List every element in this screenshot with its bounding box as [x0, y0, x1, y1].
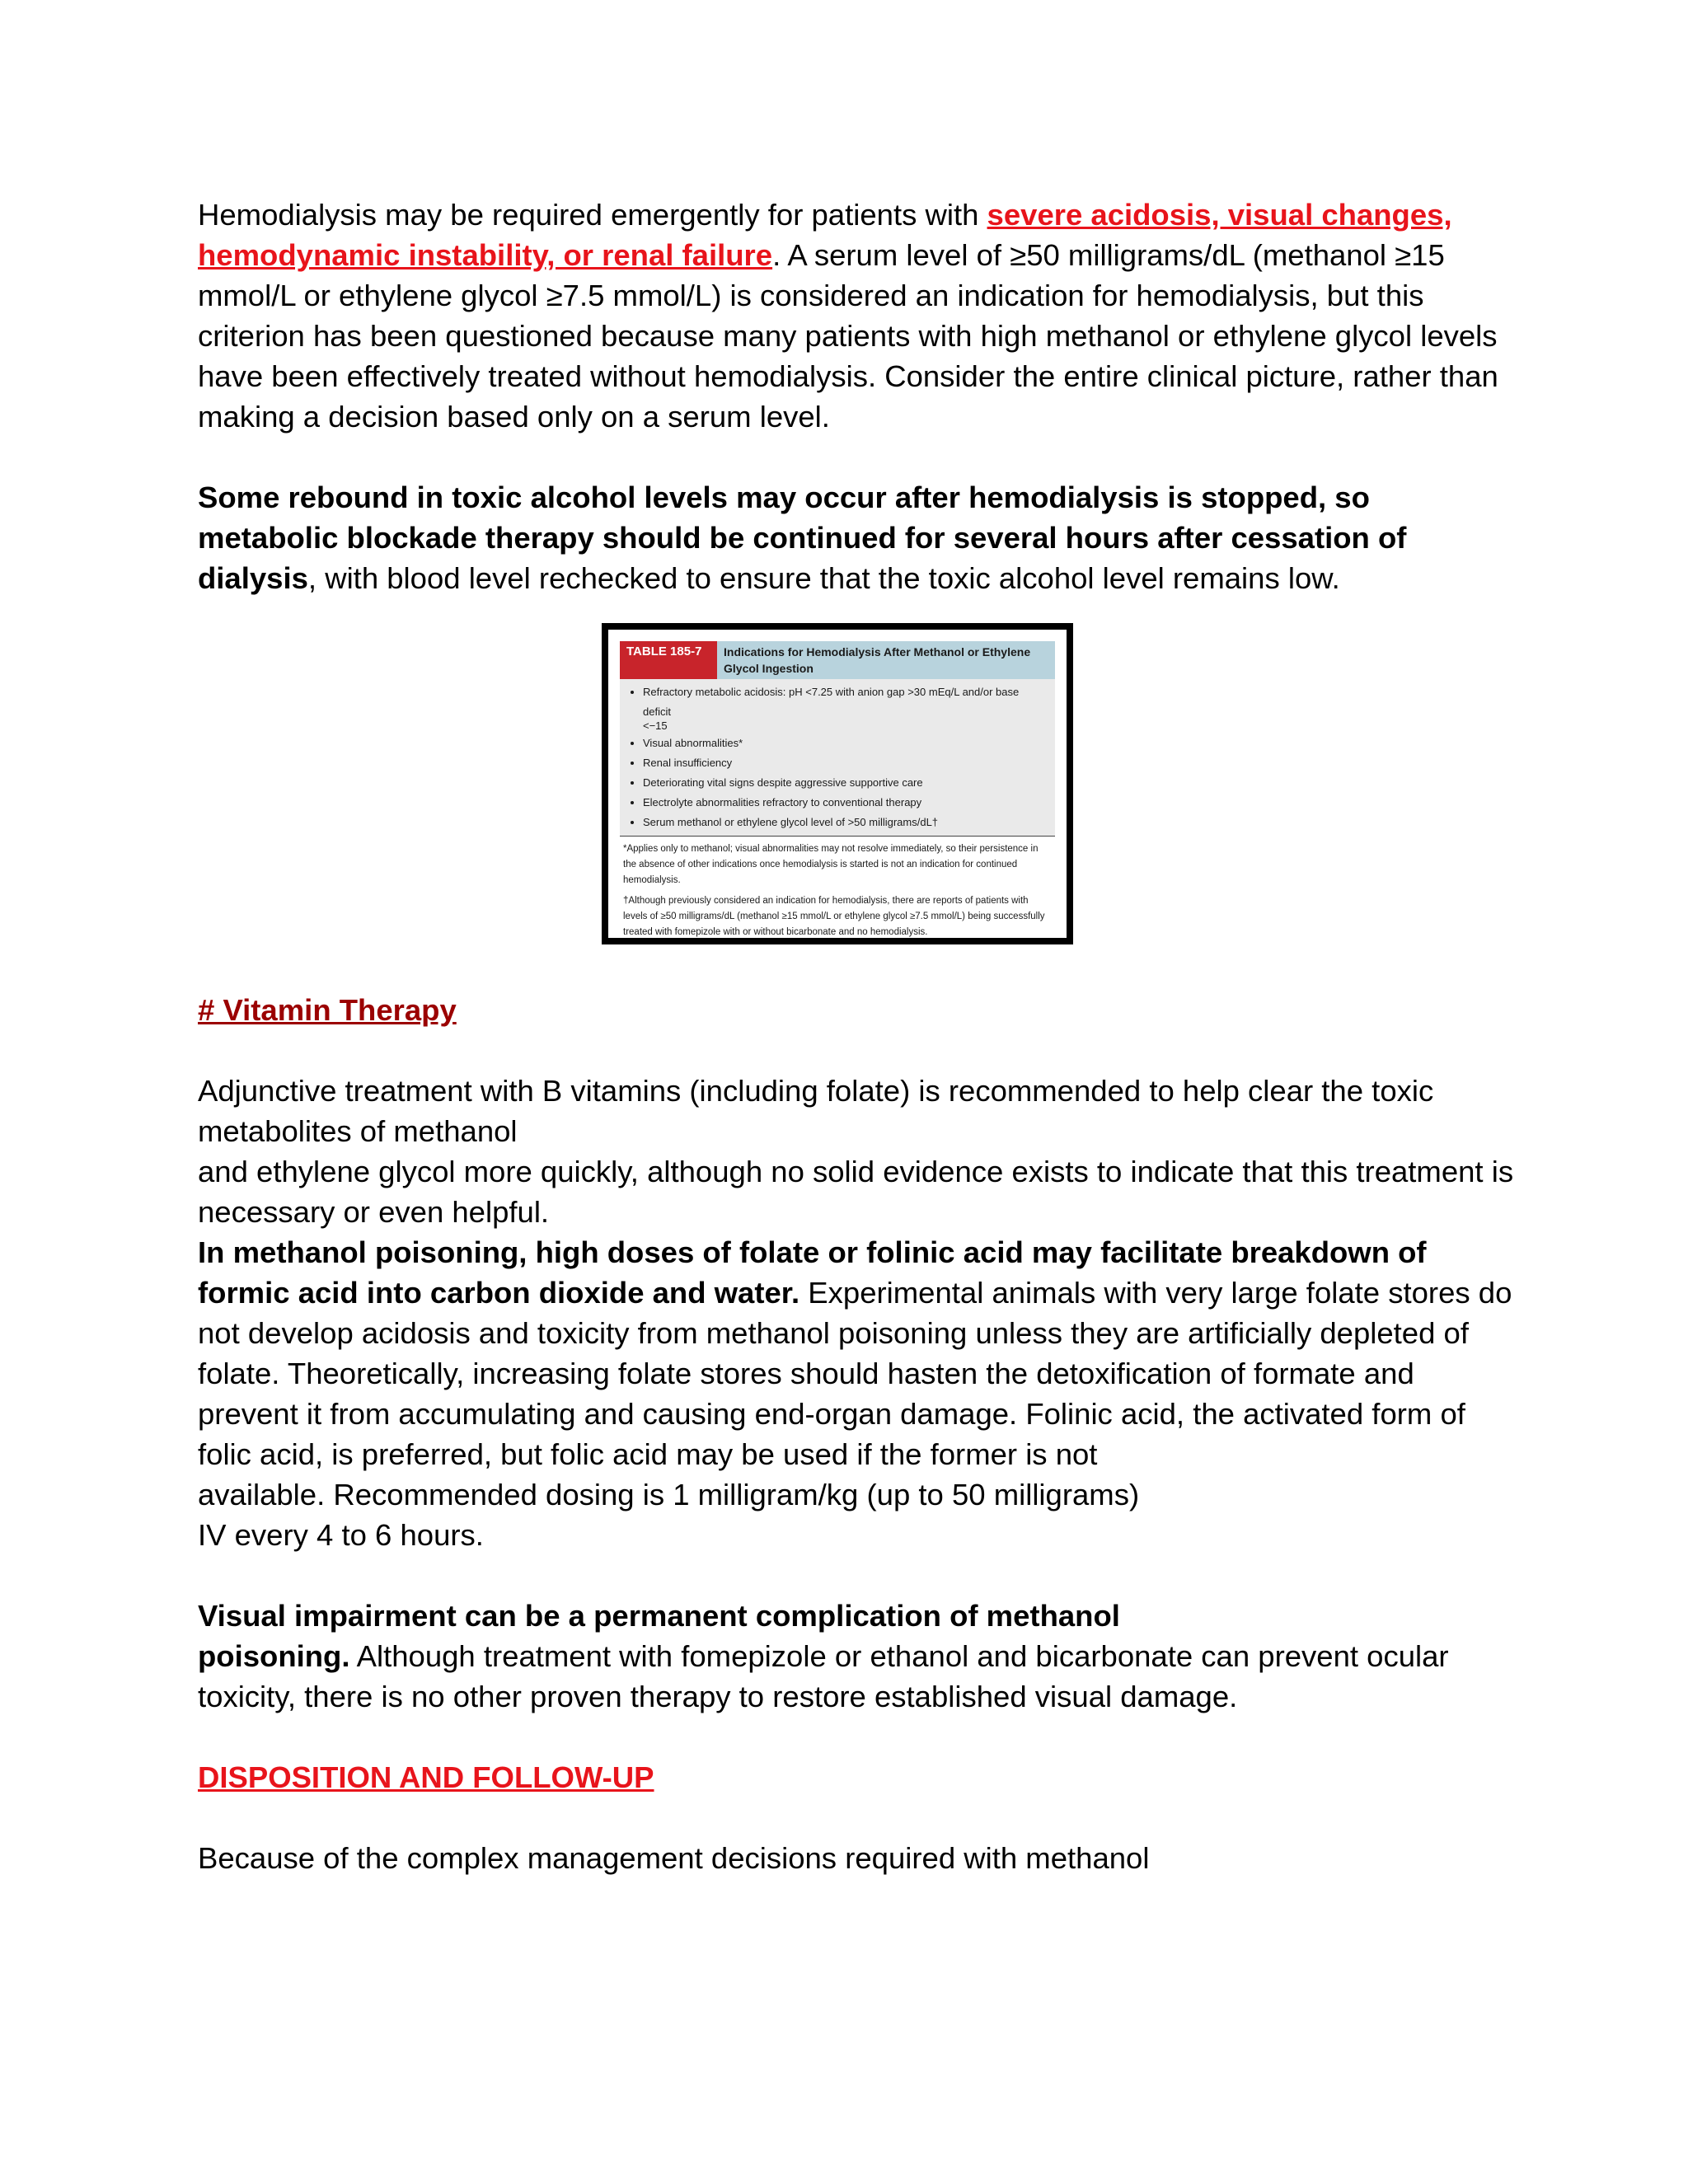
vitamin-heading[interactable]: [198, 990, 1517, 1030]
disposition-text: Because of the complex management decisions required with methanol: [198, 1841, 1150, 1875]
table-title: Indications for Hemodialysis After Methanol or Ethylene Glycol Ingestion: [717, 641, 1055, 679]
table-figure-wrapper: [198, 623, 1517, 953]
indication-text: Refractory metabolic acidosis: pH <7.25 with anion gap >30 mEq/L and/or base deficit: [643, 686, 1020, 718]
table-185-7-image: [602, 623, 1073, 944]
indication-item: [643, 682, 1048, 733]
vitamin-line-1: Adjunctive treatment with B vitamins (including folate) is recommended to help clear the toxic metabolites of methanol: [198, 1074, 1434, 1148]
table-footnotes: [620, 837, 1055, 940]
indication-item: • Electrolyte abnormalities refractory to conventional therapy: [643, 793, 1048, 813]
visual-bold-1: Visual impairment can be a permanent complication of methanol: [198, 1599, 1120, 1633]
indication-item: • Visual abnormalities*: [643, 733, 1048, 753]
hemodialysis-paragraph: [198, 194, 1517, 437]
visual-rest-text: Although treatment with fomepizole or ethanol and bicarbonate can prevent ocular toxicity, there is no other proven therapy to restore established visual damage.: [198, 1639, 1449, 1713]
rebound-bold-text: Some rebound in toxic alcohol levels may occur after hemodialysis is stopped, so metabolic blockade therapy should be continued for several hours after cessation of dialysis: [198, 480, 1407, 595]
visual-bold-line: [198, 1596, 1517, 1636]
highlight-link[interactable]: severe acidosis, visual changes, hemodynamic instability, or renal failure: [198, 198, 1452, 272]
folate-rest-text: Experimental animals with very large folate stores do not develop acidosis and toxicity from methanol poisoning unless they are artificially depleted of folate. Theoretically, increasing folate stores should hasten the detoxification of formate and prevent it from accumulating and causing end-organ damage. Folinic acid, the activated form of folic acid, is preferred, but folic acid may be used if the former is not: [198, 1276, 1512, 1471]
visual-paragraph: [198, 1636, 1517, 1717]
vitamin-frequency-line: IV every 4 to 6 hours.: [198, 1518, 484, 1552]
spacer: [198, 1030, 1517, 1071]
visual-bold-2: poisoning.: [198, 1639, 350, 1673]
footnote-2: †Although previously considered an indication for hemodialysis, there are reports of patients with levels of ≥50 milligrams/dL (methanol ≥15 mmol/L or ethylene glycol ≥7.5 mmol/L) being successfully treated with fomepizole with or without bicarbonate and no hemodialysis.: [623, 896, 1045, 937]
spacer: [198, 1555, 1517, 1596]
document-page: [198, 194, 1517, 1878]
table-header: [620, 641, 1055, 679]
spacer: [198, 1717, 1517, 1757]
vitamin-line-2: and ethylene glycol more quickly, although no solid evidence exists to indicate that this treatment is necessary or even helpful.: [198, 1155, 1514, 1229]
spacer: [198, 437, 1517, 477]
spacer: [198, 953, 1517, 990]
rebound-paragraph: [198, 477, 1517, 598]
para1-prefix: Hemodialysis may be required emergently for patients with: [198, 198, 987, 232]
indication-item: • Serum methanol or ethylene glycol level of >50 milligrams/dL†: [643, 813, 1048, 832]
spacer: [198, 1797, 1517, 1838]
rebound-rest-text: , with blood level rechecked to ensure that the toxic alcohol level remains low.: [307, 561, 1340, 595]
vitamin-dosing-line: available. Recommended dosing is 1 milligram/kg (up to 50 milligrams): [198, 1478, 1140, 1511]
table-body: [620, 679, 1055, 837]
indication-list: [626, 682, 1048, 832]
folate-bold-text: In methanol poisoning, high doses of folate or folinic acid may facilitate breakdown of formic acid into carbon dioxide and water.: [198, 1235, 1427, 1310]
indication-item: • Renal insufficiency: [643, 753, 1048, 773]
para1-suffix: . A serum level of ≥50 milligrams/dL (methanol ≥15 mmol/L or ethylene glycol ≥7.5 mmol/L) is considered an indication for hemodialysis, but this criterion has been questioned because many patients with high methanol or ethylene glycol levels have been effectively treated without hemodialysis. Consider the entire clinical picture, rather than making a decision based only on a serum level.: [198, 238, 1498, 434]
indication-item: • Deteriorating vital signs despite aggressive supportive care: [643, 773, 1048, 793]
indication-text-continued: <−15: [643, 719, 668, 732]
vitamin-heading-link[interactable]: # Vitamin Therapy: [198, 993, 457, 1027]
footnote-1: *Applies only to methanol; visual abnormalities may not resolve immediately, so their persistence in the absence of other indications once hemodialysis is started is not an indication for continued hemodialysis.: [623, 844, 1039, 885]
disposition-heading[interactable]: [198, 1757, 1517, 1797]
disposition-heading-link[interactable]: DISPOSITION AND FOLLOW-UP: [198, 1760, 654, 1794]
table-tag: TABLE 185-7: [620, 641, 717, 679]
folate-paragraph: [198, 1232, 1517, 1474]
